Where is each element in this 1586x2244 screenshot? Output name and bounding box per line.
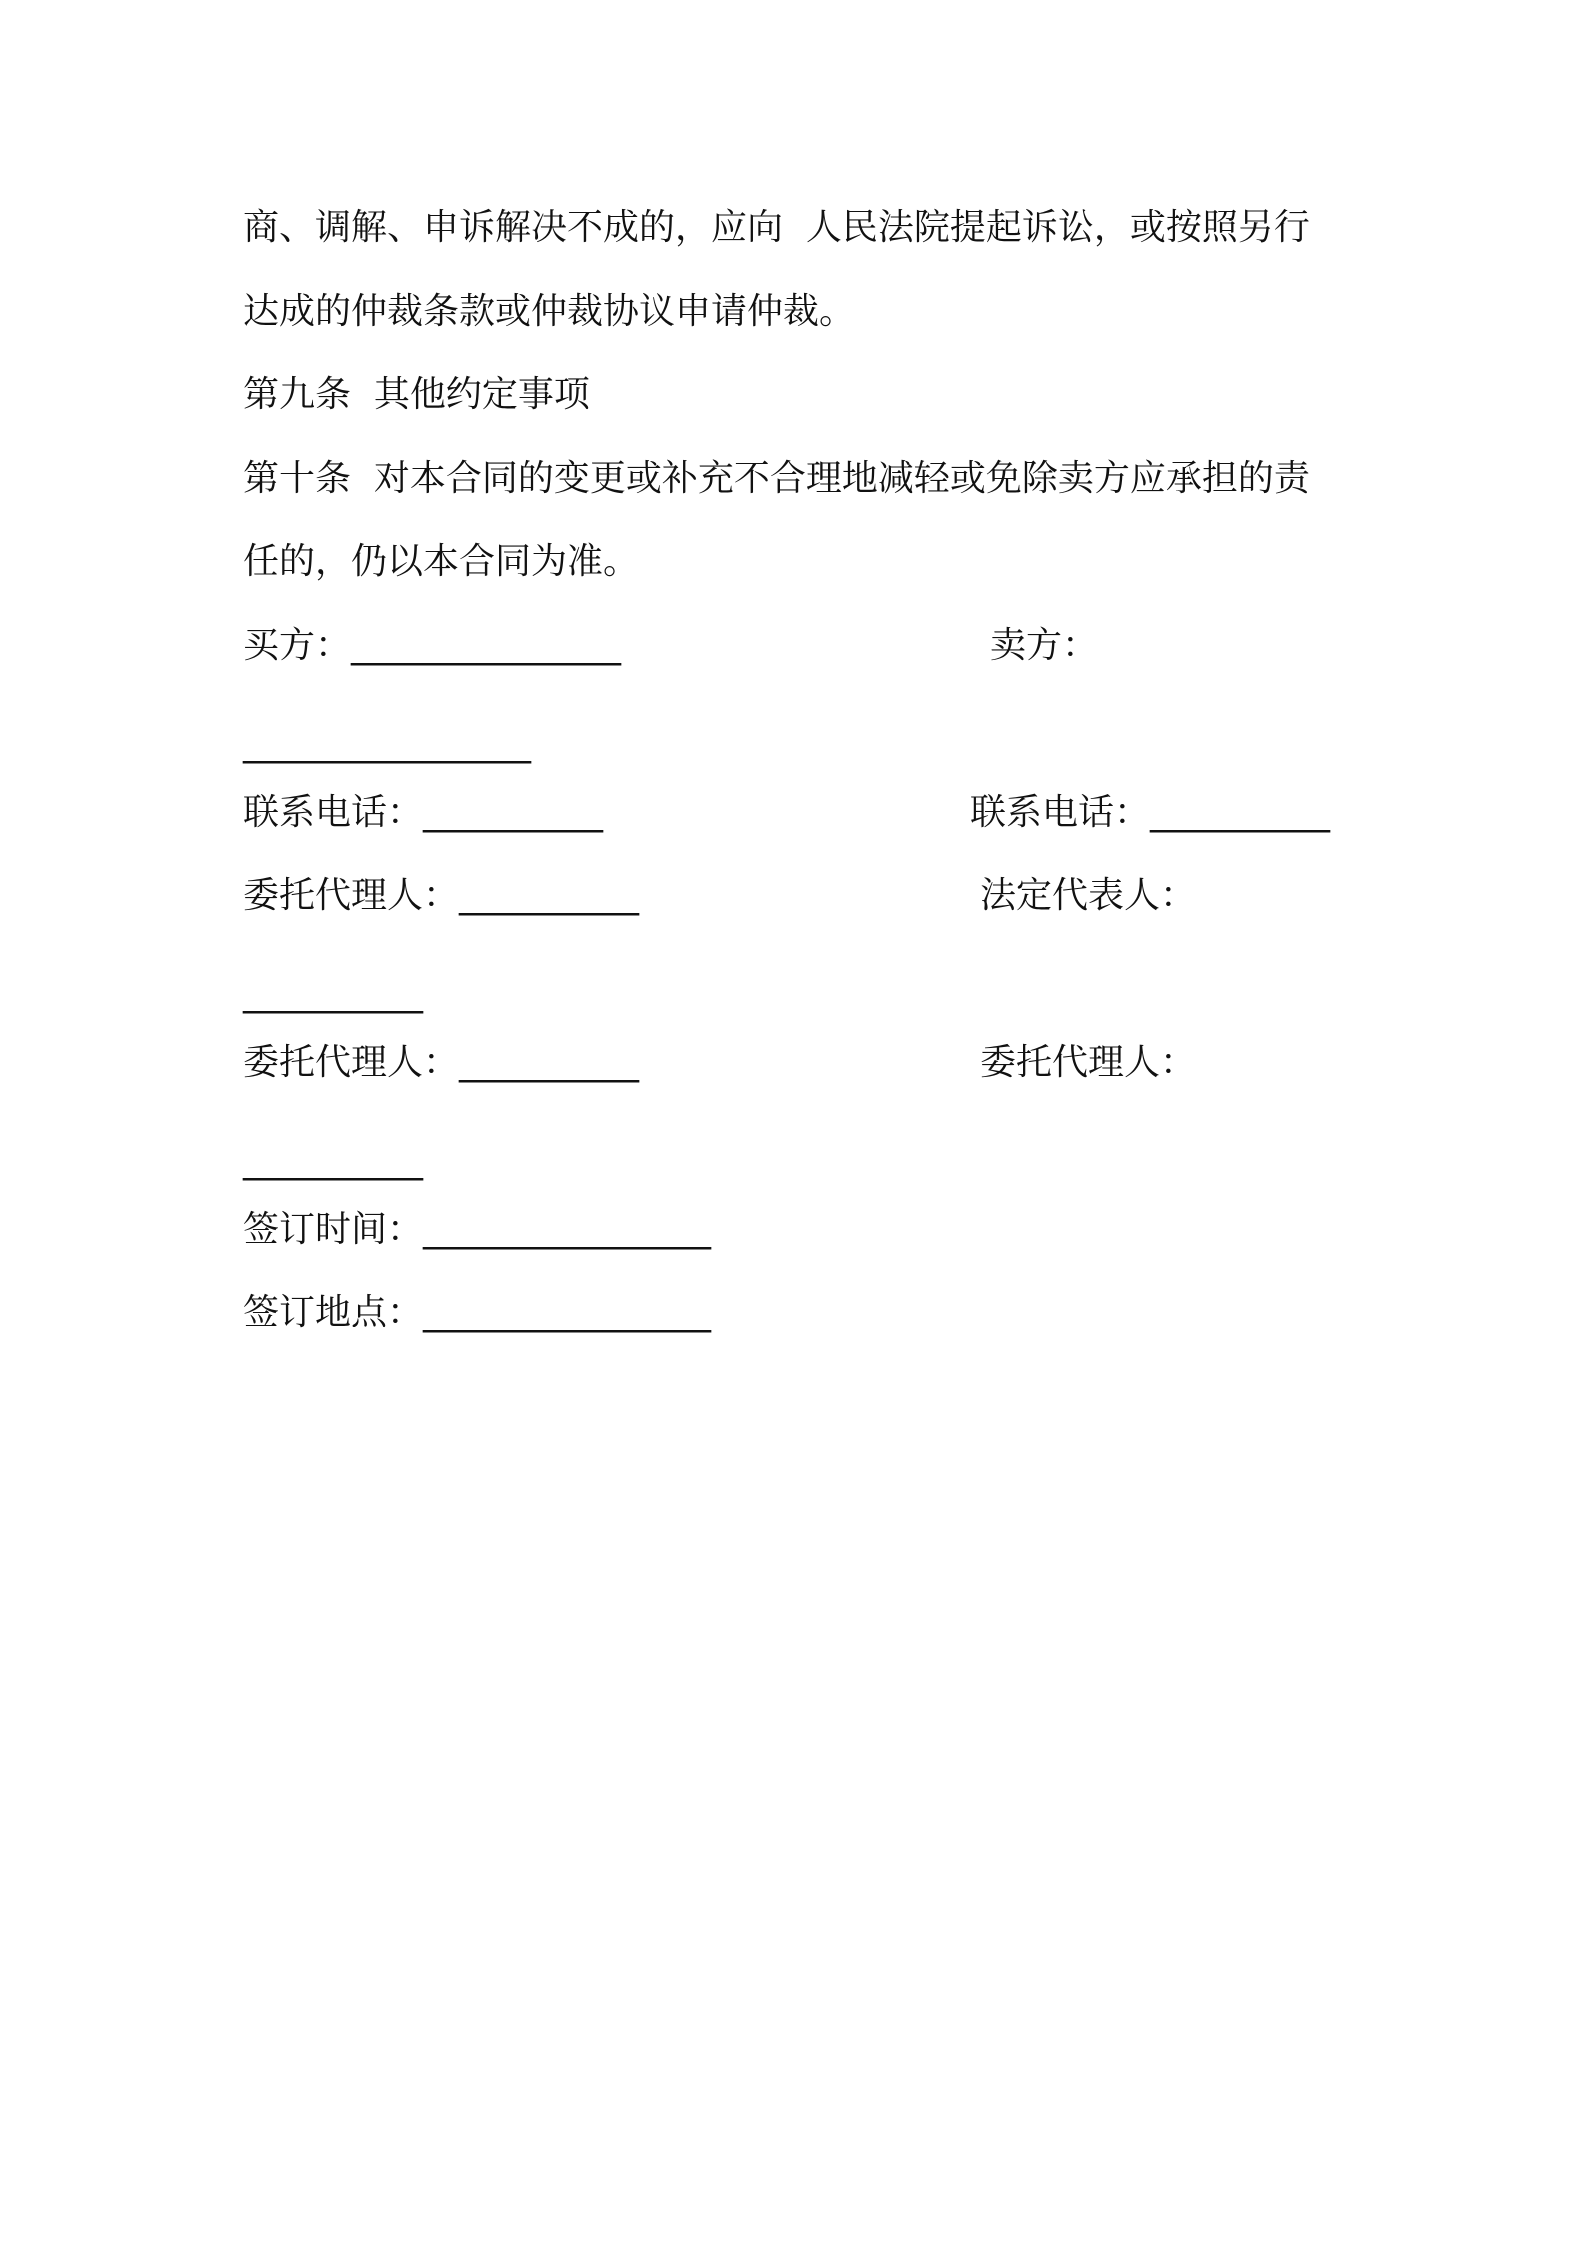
- buyer-phone-field: 联系电话：__________: [243, 792, 604, 833]
- seller-blank: ________________: [243, 723, 531, 764]
- seller-agent-label: 委托代理人：: [980, 1042, 1197, 1083]
- signing-place-field: 签订地点：________________: [243, 1292, 712, 1333]
- article-10-line-1: 第十条 对本合同的变更或补充不合理地减轻或免除卖方应承担的责: [243, 458, 1310, 499]
- article-10-line-2: 任的，仍以本合同为准。: [243, 541, 640, 582]
- paragraph-line-2: 达成的仲裁条款或仲裁协议申请仲裁。: [243, 291, 856, 332]
- seller-label: 卖方：: [990, 625, 1099, 666]
- buyer-agent-field: 委托代理人：__________: [243, 875, 640, 916]
- article-9: 第九条 其他约定事项: [243, 374, 590, 415]
- buyer-agent-field-2: 委托代理人：__________: [243, 1042, 640, 1083]
- seller-legal-rep-label: 法定代表人：: [980, 875, 1197, 916]
- seller-phone-field: 联系电话：__________: [970, 792, 1331, 833]
- paragraph-line-1: 商、调解、申诉解决不成的，应向 人民法院提起诉讼，或按照另行: [243, 207, 1310, 248]
- signing-time-field: 签订时间：________________: [243, 1209, 712, 1250]
- seller-agent-blank: __________: [243, 1140, 423, 1181]
- seller-legal-rep-blank: __________: [243, 973, 423, 1014]
- buyer-field: 买方：_______________: [243, 625, 622, 666]
